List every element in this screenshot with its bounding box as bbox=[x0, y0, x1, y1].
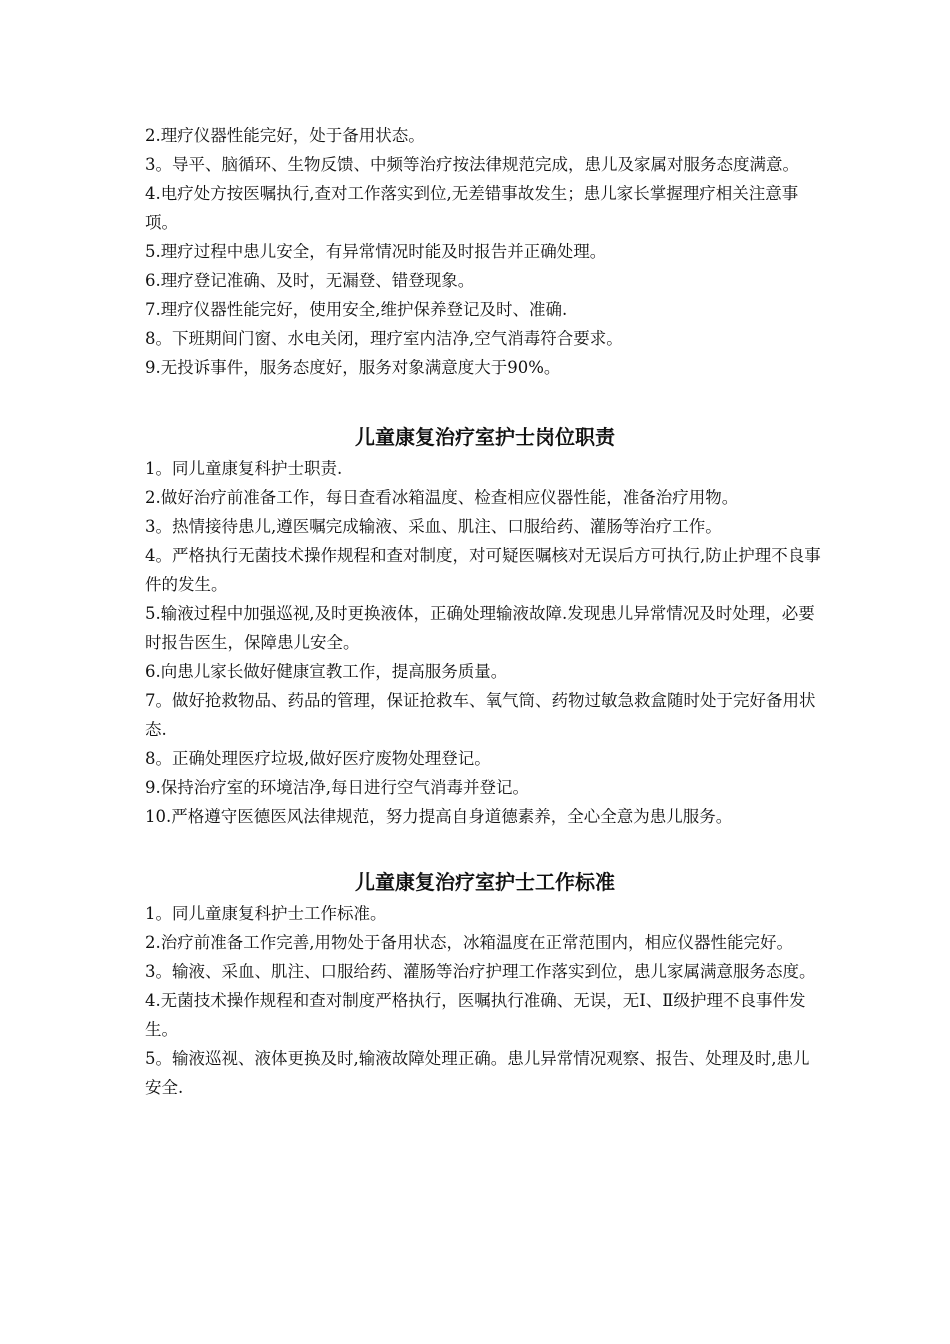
list-item: 3。导平、脑循环、生物反馈、中频等治疗按法律规范完成，患儿及家属对服务态度满意。 bbox=[145, 155, 799, 174]
list-item: 4。严格执行无菌技术操作规程和查对制度，对可疑医嘱核对无误后方可执行,防止护理不良事件的发生。 bbox=[145, 546, 821, 594]
section-physiotherapy-standards bbox=[145, 121, 825, 382]
section-title-nurse-duties: 儿童康复治疗室护士岗位职责 bbox=[355, 425, 615, 449]
list-item: 9.无投诉事件，服务态度好，服务对象满意度大于90%。 bbox=[145, 358, 561, 377]
list-item: 5.理疗过程中患儿安全，有异常情况时能及时报告并正确处理。 bbox=[145, 242, 607, 261]
section-title-nurse-work-standards: 儿童康复治疗室护士工作标准 bbox=[355, 870, 615, 894]
list-item: 9.保持治疗室的环境洁净,每日进行空气消毒并登记。 bbox=[145, 778, 529, 797]
list-item: 4.电疗处方按医嘱执行,查对工作落实到位,无差错事故发生；患儿家长掌握理疗相关注意事项。 bbox=[145, 184, 799, 232]
section-nurse-duties bbox=[145, 454, 825, 831]
list-item: 2.治疗前准备工作完善,用物处于备用状态，冰箱温度在正常范围内，相应仪器性能完好。 bbox=[145, 933, 793, 952]
list-item: 3。热情接待患儿,遵医嘱完成输液、采血、肌注、口服给药、灌肠等治疗工作。 bbox=[145, 517, 722, 536]
list-item: 6.理疗登记准确、及时，无漏登、错登现象。 bbox=[145, 271, 475, 290]
list-item: 1。同儿童康复科护士工作标准。 bbox=[145, 904, 387, 923]
list-item: 1。同儿童康复科护士职责. bbox=[145, 459, 343, 478]
document-page bbox=[145, 121, 825, 1102]
list-item: 8。下班期间门窗、水电关闭，理疗室内洁净,空气消毒符合要求。 bbox=[145, 329, 623, 348]
list-item: 2.做好治疗前准备工作，每日查看冰箱温度、检查相应仪器性能，准备治疗用物。 bbox=[145, 488, 739, 507]
list-item: 3。输液、采血、肌注、口服给药、灌肠等治疗护理工作落实到位，患儿家属满意服务态度。 bbox=[145, 962, 816, 981]
list-item: 4.无菌技术操作规程和查对制度严格执行，医嘱执行准确、无误，无Ⅰ、Ⅱ级护理不良事件发生。 bbox=[145, 991, 806, 1039]
list-item: 8。正确处理医疗垃圾,做好医疗废物处理登记。 bbox=[145, 749, 491, 768]
section-nurse-work-standards bbox=[145, 899, 825, 1102]
list-item: 5。输液巡视、液体更换及时,输液故障处理正确。患儿异常情况观察、报告、处理及时,患儿安全. bbox=[145, 1049, 810, 1097]
list-item: 5.输液过程中加强巡视,及时更换液体，正确处理输液故障.发现患儿异常情况及时处理，必要时报告医生，保障患儿安全。 bbox=[145, 604, 815, 652]
list-item: 10.严格遵守医德医风法律规范，努力提高自身道德素养，全心全意为患儿服务。 bbox=[145, 807, 733, 826]
list-item: 7.理疗仪器性能完好，使用安全,维护保养登记及时、准确. bbox=[145, 300, 568, 319]
list-item: 6.向患儿家长做好健康宣教工作，提高服务质量。 bbox=[145, 662, 508, 681]
list-item: 2.理疗仪器性能完好，处于备用状态。 bbox=[145, 126, 425, 145]
list-item: 7。做好抢救物品、药品的管理，保证抢救车、氧气筒、药物过敏急救盒随时处于完好备用状态. bbox=[145, 691, 816, 739]
